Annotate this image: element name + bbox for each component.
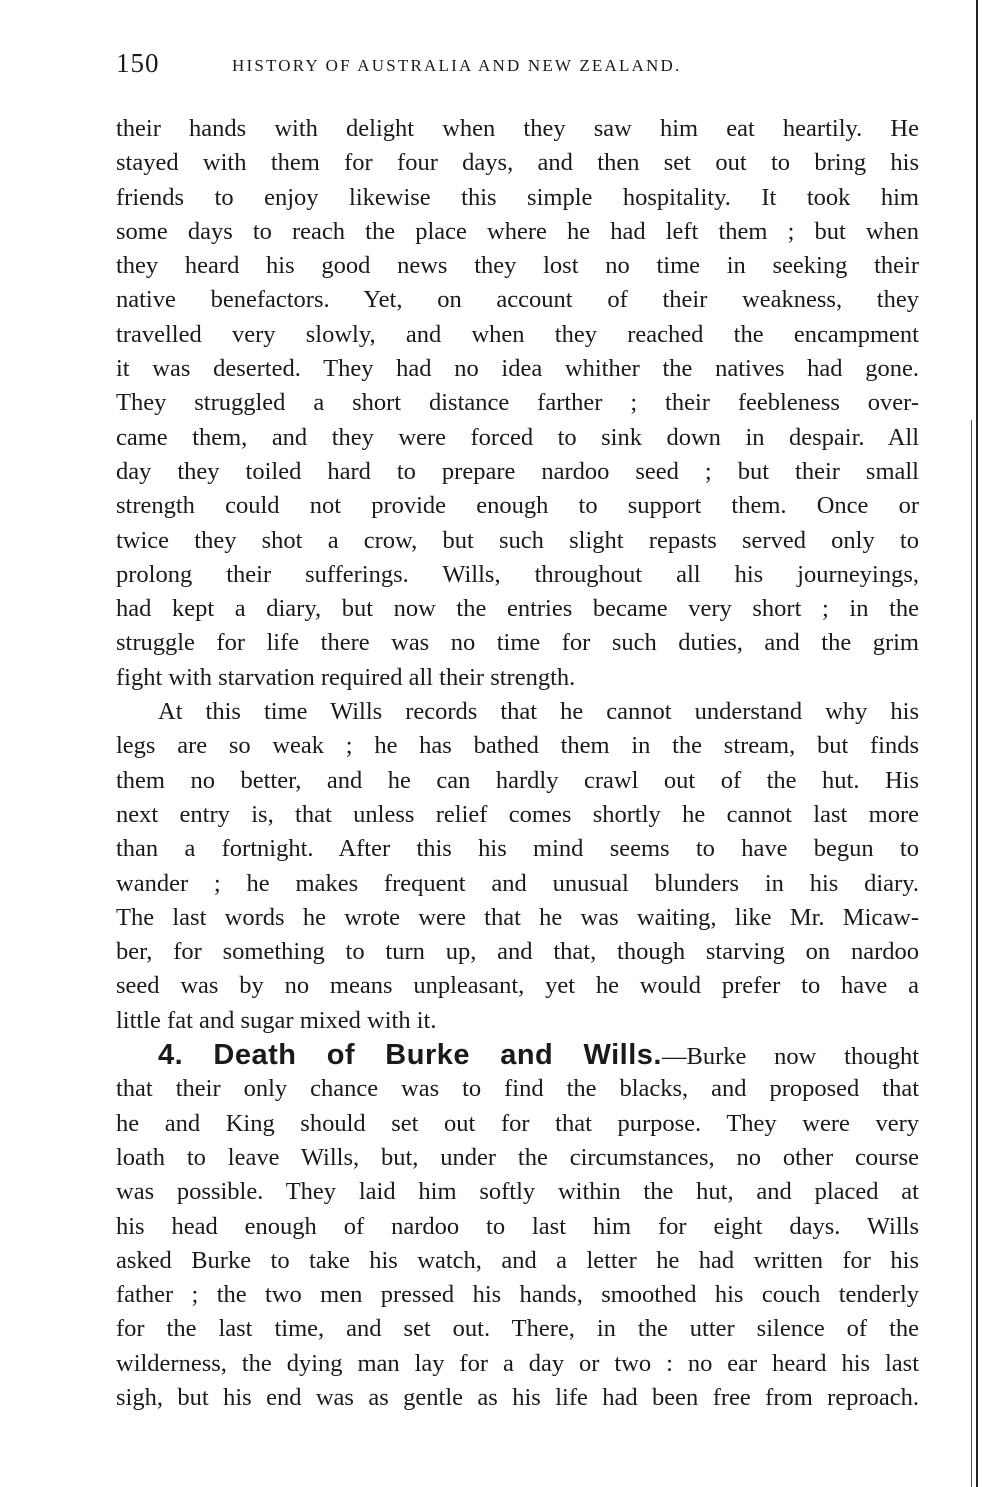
text-line: their hands with delight when they saw him eat heartily. He [116, 115, 919, 142]
text-line: them no better, and he can hardly crawl out of the hut. His [116, 766, 919, 794]
text-line: native benefactors. Yet, on account of their weakness, they [116, 286, 919, 314]
text-line: seed was by no means unpleasant, yet he would prefer to have a [116, 972, 919, 1000]
text-line: was possible. They laid him softly within the hut, and placed at [116, 1178, 919, 1206]
text-line: some days to reach the place where he had left them ; but when [116, 217, 919, 245]
page-number: 150 [116, 48, 160, 78]
text-line: The last words he wrote were that he was waiting, like Mr. Micaw- [116, 903, 919, 931]
text-line: friends to enjoy likewise this simple hospitality. It took him [116, 183, 919, 211]
text-line: wilderness, the dying man lay for a day or two : no ear heard his last [116, 1349, 919, 1377]
text-line: legs are so weak ; he has bathed them in the stream, but finds [116, 732, 919, 760]
text-line: day they toiled hard to prepare nardoo seed ; but their small [116, 457, 919, 485]
section-heading-line [116, 1038, 919, 1072]
text-line: travelled very slowly, and when they reached the encampment [116, 320, 919, 348]
text-line: At this time Wills records that he cannot understand why his [158, 698, 919, 726]
paragraph-2 [116, 695, 919, 1038]
text-line: his head enough of nardoo to last him for eight days. Wills [116, 1212, 919, 1240]
text-line: next entry is, that unless relief comes shortly he cannot last more [116, 800, 919, 828]
text-line: wander ; he makes frequent and unusual blunders in his diary. [116, 869, 919, 897]
text-line: he and King should set out for that purpose. They were very [116, 1109, 919, 1137]
text-line: father ; the two men pressed his hands, smoothed his couch tenderly [116, 1281, 919, 1309]
text-line: ber, for something to turn up, and that, though starving on nardoo [116, 938, 919, 966]
page-header [116, 48, 816, 88]
text-line: sigh, but his end was as gentle as his life had been free from reproach. [116, 1383, 919, 1411]
text-line: prolong their sufferings. Wills, throughout all his journeyings, [116, 560, 919, 588]
paragraph-1 [116, 112, 919, 695]
section-heading: 4. Death of Burke and Wills. [158, 1039, 662, 1072]
text-line: that their only chance was to find the blacks, and proposed that [116, 1075, 919, 1103]
text-line: struggle for life there was no time for such duties, and the grim [116, 629, 919, 657]
text-line: asked Burke to take his watch, and a letter he had written for his [116, 1246, 919, 1274]
binding-edge-rule [976, 0, 978, 1487]
text-line: it was deserted. They had no idea whither the natives had gone. [116, 355, 919, 383]
text-line: stayed with them for four days, and then set out to bring his [116, 149, 919, 177]
running-head: HISTORY OF AUSTRALIA AND NEW ZEALAND. [232, 56, 682, 75]
body-text [116, 112, 919, 1415]
text-line: came them, and they were forced to sink down in despair. All [116, 423, 919, 451]
text-line: they heard his good news they lost no time in seeking their [116, 252, 919, 280]
text-line: strength could not provide enough to support them. Once or [116, 492, 919, 520]
text-line: than a fortnight. After this his mind seems to have begun to [116, 835, 919, 863]
text-line: fight with starvation required all their strength. [116, 663, 576, 691]
text-line: They struggled a short distance farther ; their feebleness over- [116, 389, 919, 417]
text-line: for the last time, and set out. There, in the utter silence of the [116, 1315, 919, 1343]
text-line: little fat and sugar mixed with it. [116, 1006, 437, 1034]
section-heading-continuation: —Burke now thought [661, 1043, 919, 1071]
text-line: had kept a diary, but now the entries became very short ; in the [116, 595, 919, 623]
section-4 [116, 1038, 919, 1415]
binding-edge-rule-inner [971, 420, 972, 1487]
text-line: twice they shot a crow, but such slight repasts served only to [116, 526, 919, 554]
text-line: loath to leave Wills, but, under the circumstances, no other course [116, 1143, 919, 1171]
